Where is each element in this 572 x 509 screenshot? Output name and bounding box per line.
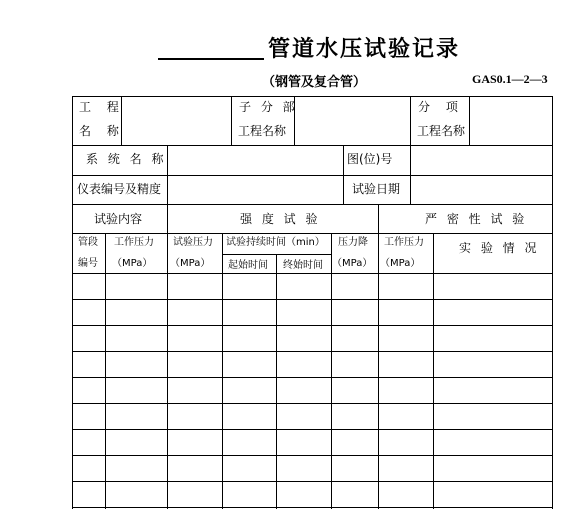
subdivision-label-line1: 子 分 部 <box>239 100 298 114</box>
strength-test-header: 强 度 试 验 <box>240 212 321 226</box>
page-title: 管道水压试验记录 <box>268 36 461 62</box>
col-test-pressure-line2: （MPa） <box>170 258 211 269</box>
col-start-time: 起始时间 <box>228 260 268 271</box>
col-work-pressure-line1: 工作压力 <box>114 237 154 248</box>
project-label-line1: 工 程 <box>79 100 125 114</box>
col-pipe-line2: 编号 <box>78 258 98 269</box>
col-test-result: 实 验 情 况 <box>459 241 540 255</box>
col-pressure-drop-line1: 压力降 <box>338 237 368 248</box>
instrument-label: 仪表编号及精度 <box>77 182 162 196</box>
item-label-line1: 分 项 <box>418 100 464 114</box>
col-tight-work-pressure-line2: （MPa） <box>380 258 421 269</box>
subdivision-label-line2: 工程名称 <box>238 124 287 138</box>
col-test-pressure-line1: 试验压力 <box>173 237 213 248</box>
tightness-test-header: 严 密 性 试 验 <box>425 212 528 226</box>
col-pipe-line1: 管段 <box>78 237 98 248</box>
test-date-label: 试验日期 <box>352 182 401 196</box>
col-end-time: 终始时间 <box>283 260 323 271</box>
page-subtitle: （钢管及复合管） <box>262 75 367 90</box>
system-name-label: 系 统 名 称 <box>86 152 167 166</box>
project-label-line2: 名 称 <box>79 124 125 138</box>
col-tight-work-pressure-line1: 工作压力 <box>384 237 424 248</box>
col-work-pressure-line2: （MPa） <box>112 258 153 269</box>
drawing-number-label: 图(位)号 <box>347 152 393 166</box>
col-pressure-drop-line2: （MPa） <box>332 258 373 269</box>
form-code: GAS0.1—2—3 <box>472 72 548 86</box>
test-content-label: 试验内容 <box>94 212 143 226</box>
item-label-line2: 工程名称 <box>417 124 466 138</box>
col-test-duration: 试验持续时间（min） <box>226 237 325 248</box>
